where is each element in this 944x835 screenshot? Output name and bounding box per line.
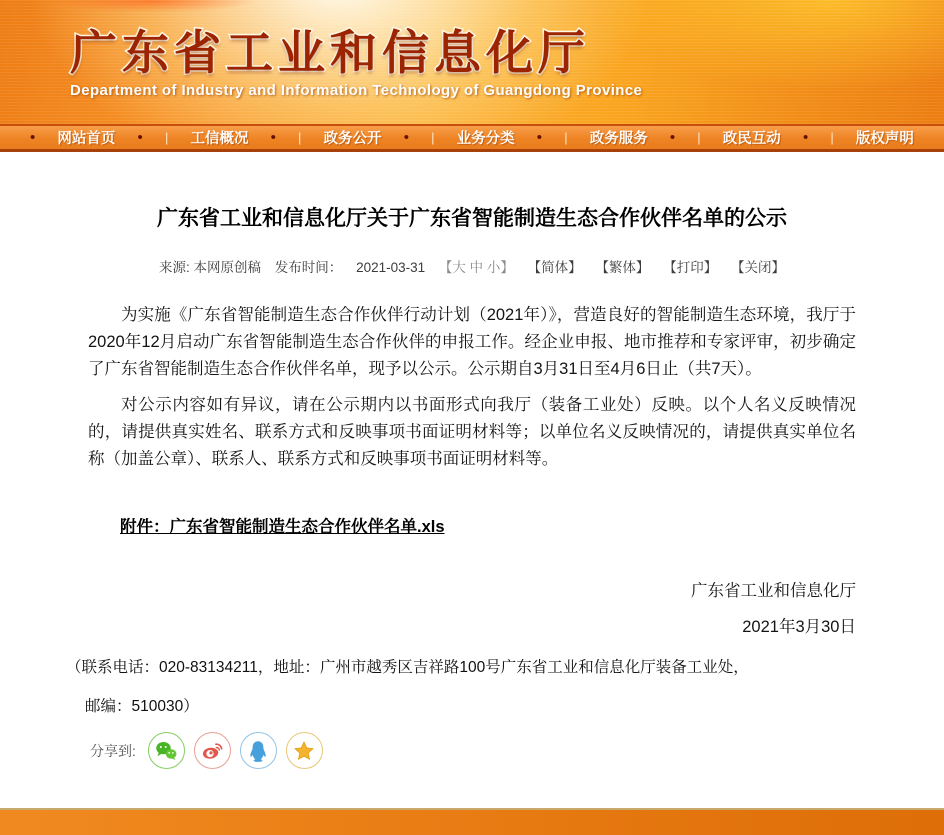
star-icon [291,738,317,764]
paragraph-2: 对公示内容如有异议，请在公示期内以书面形式向我厅（装备工业处）反映。以个人名义反映情况的，请提供真实姓名、联系方式和反映事项书面证明材料等；以单位名义反映情况的，请提供真实单位名称（加盖公章）、联系人、联系方式和反映事项书面证明材料等。 [88,396,856,468]
share-weibo-button[interactable] [194,732,231,769]
signature: 广东省工业和信息化厅 [691,582,856,600]
nav-dot: • [802,129,809,146]
nav-dot: • [270,129,276,146]
nav-item-home[interactable]: 网站首页 [57,131,116,147]
weibo-icon [199,738,225,764]
nav-dot: • [30,129,36,146]
main-nav [0,126,944,152]
qq-icon [245,738,271,764]
footer-bar [0,808,944,835]
nav-item-interaction[interactable]: 政民互动 [722,131,781,147]
meta-publish-date: 2021-03-31 [356,260,426,275]
nav-separator: | [298,130,302,145]
wechat-icon [153,738,179,764]
share-row [90,732,856,769]
traditional-link[interactable]: 【繁体】 [595,260,650,275]
meta-publish-label: 发布时间： [274,260,343,275]
close-link[interactable]: 【关闭】 [730,260,785,275]
contact-line-1: （联系电话：020-83134211，地址：广州市越秀区吉祥路100号广东省工业和信息化厅装备工业处， [66,659,749,676]
signature-date: 2021年3月30日 [742,618,856,636]
nav-separator: | [830,130,834,145]
nav-separator: | [431,130,435,145]
share-qq-button[interactable] [240,732,277,769]
font-size-links[interactable]: 【大 中 小】 [438,260,514,275]
nav-item-gov-affairs[interactable]: 政务公开 [323,131,382,147]
nav-dot: • [137,129,143,146]
article-title: 广东省工业和信息化厅关于广东省智能制造生态合作伙伴名单的公示 [157,207,787,230]
share-favorite-button[interactable] [286,732,323,769]
contact-line-2: 邮编：510030） [85,698,199,715]
print-link[interactable]: 【打印】 [663,260,718,275]
nav-separator: | [564,130,568,145]
article-content [0,152,944,808]
nav-item-business[interactable]: 业务分类 [456,131,515,147]
site-banner [0,0,944,126]
nav-dot: • [669,129,676,146]
simplified-link[interactable]: 【简体】 [527,260,582,275]
paragraph-1: 为实施《广东省智能制造生态合作伙伴行动计划（2021年）》，营造良好的智能制造生态环境，我厅于2020年12月启动广东省智能制造生态合作伙伴的申报工作。经企业申报、地市推荐和专家评审，初步确定了广东省智能制造生态合作伙伴名单，现予以公示。公示期自3月31日至4月6日止（共7天）。 [88,306,856,378]
attachment-link[interactable]: 附件：广东省智能制造生态合作伙伴名单.xls [120,518,445,536]
share-label: 分享到: [90,742,136,759]
nav-separator: | [164,130,169,145]
site-subtitle-en: Department of Industry and Information Technology of Guangdong Province [70,82,643,100]
nav-item-overview[interactable]: 工信概况 [190,131,249,147]
article-meta [88,256,856,276]
nav-item-copyright[interactable]: 版权声明 [855,131,914,147]
nav-separator: | [697,130,701,145]
share-wechat-button[interactable] [148,732,185,769]
meta-source: 来源: 本网原创稿 [159,260,262,275]
nav-dot: • [403,129,409,146]
site-title: 广东省工业和信息化厅 [70,26,590,79]
nav-dot: • [536,129,543,146]
nav-item-services[interactable]: 政务服务 [589,131,648,147]
